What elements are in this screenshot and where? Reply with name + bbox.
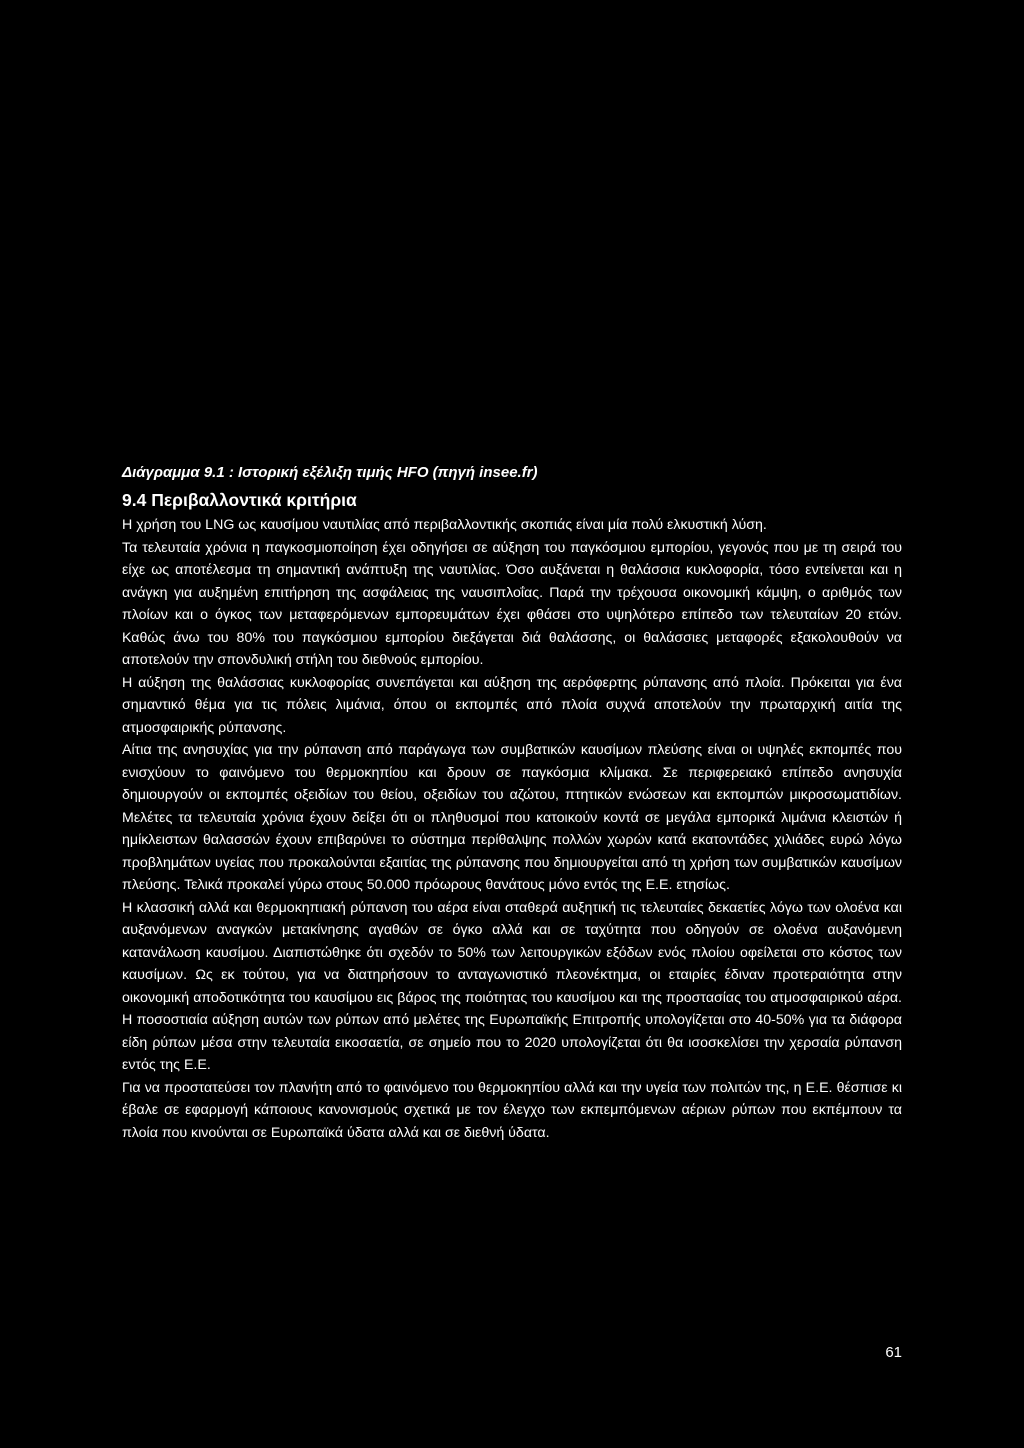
paragraph-6: Για να προστατεύσει τον πλανήτη από το φαινόμενο του θερμοκηπίου αλλά και την υγεία των πολιτών της, η Ε.Ε. θέσπισε κι έβαλε σε εφαρμογή κάποιους κανονισμούς σχετικά με τον έλεγχο των εκπεμπόμενων αέριων ρύπων που εκπέμπουν τα πλοία που κινούνται σε Ευρωπαϊκά ύδατα αλλά και σε διεθνή ύδατα. <box>122 1079 902 1141</box>
figure-image-area <box>122 40 902 450</box>
paragraph-2: Τα τελευταία χρόνια η παγκοσμιοποίηση έχει οδηγήσει σε αύξηση του παγκόσμιου εμπορίου, γεγονός που με τη σειρά του είχε ως αποτέλεσμα τη σημαντική ανάπτυξη της ναυτιλίας. Όσο αυξάνεται η θαλάσσια κυκλοφορία, τόσο εντείνεται και η ανάγκη για αυξημένη επιτήρηση της ασφάλειας της ναυσιπλοΐας. Παρά την τρέχουσα οικονομική κάμψη, ο αριθμός των πλοίων και ο όγκος των μεταφερόμενων εμπορευμάτων έχει φθάσει στο υψηλότερο επίπεδο των τελευταίων 20 ετών. Καθώς άνω του 80% του παγκόσμιου εμπορίου διεξάγεται διά θαλάσσης, οι θαλάσσιες μεταφορές εξακολουθούν να αποτελούν την σπονδυλική στήλη του διεθνούς εμπορίου. <box>122 539 902 668</box>
figure-caption: Διάγραμμα 9.1 : Ιστορική εξέλιξη τιμής HFO (πηγή insee.fr) <box>122 464 538 481</box>
paragraph-3: Η αύξηση της θαλάσσιας κυκλοφορίας συνεπάγεται και αύξηση της αερόφερτης ρύπανσης από πλοία. Πρόκειται για ένα σημαντικό θέμα για τις πόλεις λιμάνια, όπου οι εκπομπές από πλοία συχνά αποτελούν την πρωταρχική αιτία της ατμοσφαιρικής ρύπανσης. <box>122 674 902 736</box>
paragraph-4: Αίτια της ανησυχίας για την ρύπανση από παράγωγα των συμβατικών καυσίμων πλεύσης είναι οι υψηλές εκπομπές που ενισχύουν το φαινόμενο του θερμοκηπίου και δρουν σε παγκόσμια κλίμακα. Σε περιφερειακό επίπεδο ανησυχία δημιουργούν οι εκπομπές οξειδίων του θείου, οξειδίων του αζώτου, πτητικών ενώσεων και εκπομπών μικροσωματιδίων. Μελέτες τα τελευταία χρόνια έχουν δείξει ότι οι πληθυσμοί που κατοικούν κοντά σε μεγάλα εμπορικά λιμάνια κλειστών ή ημίκλειστων θαλασσών έχουν επιβαρύνει το σύστημα περίθαλψης πολλών χωρών κατά εκατοντάδες χιλιάδες ευρώ λόγω προβλημάτων υγείας που προκαλούνται εξαιτίας της ρύπανσης που δημιουργείται από τη χρήση των συμβατικών καυσίμων πλεύσης. Τελικά προκαλεί γύρω στους 50.000 πρόωρους θανάτους μόνο εντός της Ε.Ε. ετησίως. <box>122 742 902 893</box>
page-content <box>122 462 902 1144</box>
section-heading: 9.4 Περιβαλλοντικά κριτήρια <box>122 490 357 510</box>
page-number: 61 <box>885 1344 902 1361</box>
paragraph-1: Η χρήση του LNG ως καυσίμου ναυτιλίας από περιβαλλοντικής σκοπιάς είναι μία πολύ ελκυστική λύση. <box>122 517 767 533</box>
paragraph-5: Η κλασσική αλλά και θερμοκηπιακή ρύπανση του αέρα είναι σταθερά αυξητική τις τελευταίες δεκαετίες λόγω των ολοένα και αυξανόμενων αναγκών μετακίνησης αγαθών σε όγκο αλλά και σε ταχύτητα που οδηγούν σε ολοένα αυξανόμενη κατανάλωση καυσίμου. Διαπιστώθηκε ότι σχεδόν το 50% των λειτουργικών εξόδων ενός πλοίου οφείλεται στο κόστος των καυσίμων. Ως εκ τούτου, για να διατηρήσουν το ανταγωνιστικό πλεονέκτημα, οι εταιρίες έδιναν προτεραιότητα στην οικονομική αποδοτικότητα του καυσίμου εις βάρος της ποιότητας του καυσίμου και της προστασίας του ατμοσφαιρικού αέρα. Η ποσοστιαία αύξηση αυτών των ρύπων από μελέτες της Ευρωπαϊκής Επιτροπής υπολογίζεται στο 40-50% για τα διάφορα είδη ρύπων μέσα στην τελευταία εικοσαετία, σε σημείο που το 2020 υπολογίζεται ότι θα ισοσκελίσει την χερσαία ρύπανση εντός της Ε.Ε. <box>122 899 902 1073</box>
